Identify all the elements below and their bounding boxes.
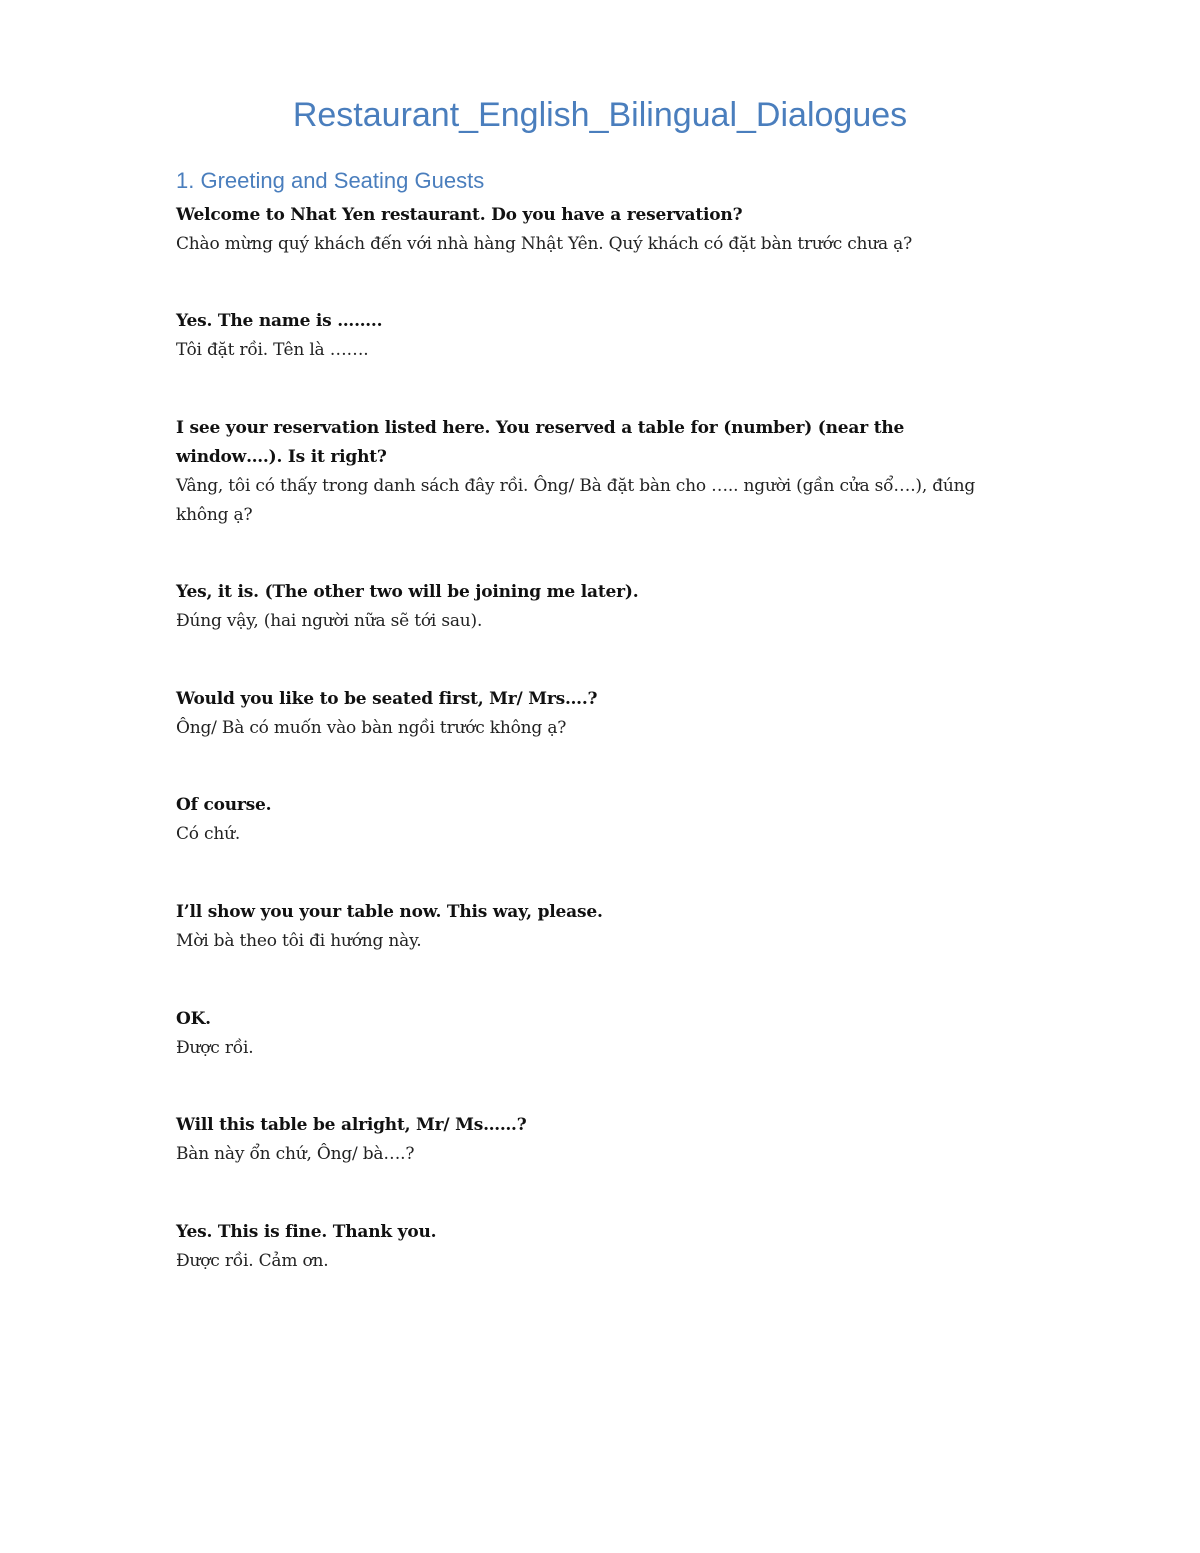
dialogue-pair	[176, 1111, 1016, 1169]
vietnamese-line: Được rồi.	[176, 1038, 254, 1058]
dialogue-pair	[176, 1218, 1016, 1276]
dialogue-pair	[176, 898, 1016, 956]
dialogue-pair	[176, 201, 1016, 259]
dialogue-pair	[176, 791, 1016, 849]
document-title: Restaurant_English_Bilingual_Dialogues	[292, 96, 908, 134]
vietnamese-line: Ông/ Bà có muốn vào bàn ngồi trước không ạ?	[176, 718, 567, 738]
dialogue-pair	[176, 685, 1016, 743]
vietnamese-line: Đúng vậy, (hai người nữa sẽ tới sau).	[176, 611, 483, 631]
vietnamese-line: Bàn này ổn chứ, Ông/ bà….?	[176, 1144, 415, 1164]
english-line: I see your reservation listed here. You reserved a table for (number) (near the window….). Is it right?	[176, 418, 905, 467]
dialogue-pair	[176, 578, 1016, 636]
vietnamese-line: Vâng, tôi có thấy trong danh sách đây rồi. Ông/ Bà đặt bàn cho ….. người (gần cửa sổ….), đúng không ạ?	[176, 476, 976, 525]
english-line: Will this table be alright, Mr/ Ms……?	[176, 1115, 527, 1135]
section-heading: 1. Greeting and Seating Guests	[176, 168, 485, 193]
vietnamese-line: Được rồi. Cảm ơn.	[176, 1251, 329, 1271]
vietnamese-line: Tôi đặt rồi. Tên là …….	[176, 340, 369, 360]
dialogue-pair	[176, 1005, 1016, 1063]
english-line: Of course.	[176, 795, 272, 815]
english-line: Yes. The name is ……..	[176, 311, 383, 331]
vietnamese-line: Chào mừng quý khách đến với nhà hàng Nhật Yên. Quý khách có đặt bàn trước chưa ạ?	[176, 234, 913, 254]
english-line: Would you like to be seated first, Mr/ Mrs….?	[176, 689, 598, 709]
vietnamese-line: Có chứ.	[176, 824, 241, 844]
english-line: OK.	[176, 1009, 211, 1029]
english-line: Welcome to Nhat Yen restaurant. Do you have a reservation?	[176, 205, 743, 225]
vietnamese-line: Mời bà theo tôi đi hướng này.	[176, 931, 422, 951]
english-line: Yes. This is fine. Thank you.	[176, 1222, 437, 1242]
dialogue-pair	[176, 307, 1016, 365]
english-line: I’ll show you your table now. This way, please.	[176, 902, 603, 922]
dialogue-pair	[176, 414, 1016, 530]
english-line: Yes, it is. (The other two will be joining me later).	[176, 582, 639, 602]
